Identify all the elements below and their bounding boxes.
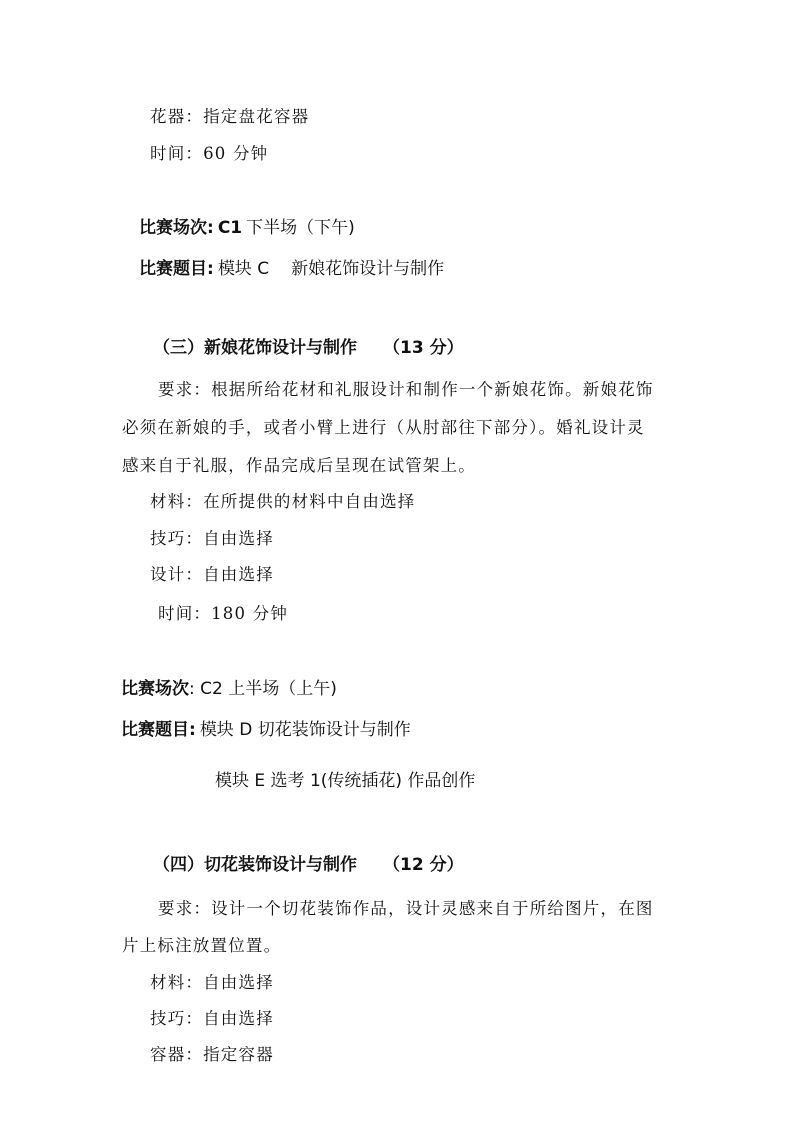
topic-label: 比赛题目: xyxy=(139,259,214,279)
time-line: 时间：180 分钟 xyxy=(158,604,289,623)
time-line: 时间：60 分钟 xyxy=(150,144,269,163)
section3-heading-line xyxy=(153,340,464,357)
design-line: 设计：自由选择 xyxy=(150,565,274,584)
material-line: 材料：在所提供的材料中自由选择 xyxy=(150,492,416,511)
skill-line: 技巧：自由选择 xyxy=(150,529,274,548)
material-line: 材料：自由选择 xyxy=(150,973,274,992)
session-code: C1 xyxy=(217,218,243,238)
topic-c1-line xyxy=(139,261,444,278)
session-value: : C2 上半场（上午) xyxy=(189,679,337,699)
requirement-line-2: 必须在新娘的手，或者小臂上进行（从肘部往下部分）。婚礼设计灵 xyxy=(122,418,645,437)
topic-c2-line xyxy=(121,722,411,739)
requirement-line-1: 要求：设计一个切花装饰作品，设计灵感来自于所给图片，在图 xyxy=(158,899,654,918)
requirement-line-2: 片上标注放置位置。 xyxy=(122,936,282,955)
section-heading: （四）切花装饰设计与制作 xyxy=(153,855,357,875)
session-c1-line xyxy=(139,220,355,237)
vase-line: 容器：指定容器 xyxy=(150,1045,274,1064)
skill-line: 技巧：自由选择 xyxy=(150,1009,274,1028)
vase-line: 花器：指定盘花容器 xyxy=(150,107,310,126)
section-heading: （三）新娘花饰设计与制作 xyxy=(153,338,357,358)
session-label: 比赛场次: xyxy=(139,218,214,238)
section-score: （13 分） xyxy=(383,338,464,358)
topic-value: 模块 D 切花装饰设计与制作 xyxy=(199,720,411,740)
requirement-line-1: 要求：根据所给花材和礼服设计和制作一个新娘花饰。新娘花饰 xyxy=(158,380,654,399)
section4-heading-line xyxy=(153,857,464,874)
topic-name: 新娘花饰设计与制作 xyxy=(291,259,445,279)
session-c2-line xyxy=(121,681,337,698)
section-score: （12 分） xyxy=(383,855,464,875)
requirement-line-3: 感来自于礼服，作品完成后呈现在试管架上。 xyxy=(122,456,476,475)
session-label: 比赛场次 xyxy=(121,679,189,699)
session-value: 下半场（下午) xyxy=(246,218,355,238)
topic-label: 比赛题目: xyxy=(121,720,196,740)
topic-module: 模块 C xyxy=(217,259,270,279)
topic-c2-line-2: 模块 E 选考 1(传统插花) 作品创作 xyxy=(215,771,476,791)
